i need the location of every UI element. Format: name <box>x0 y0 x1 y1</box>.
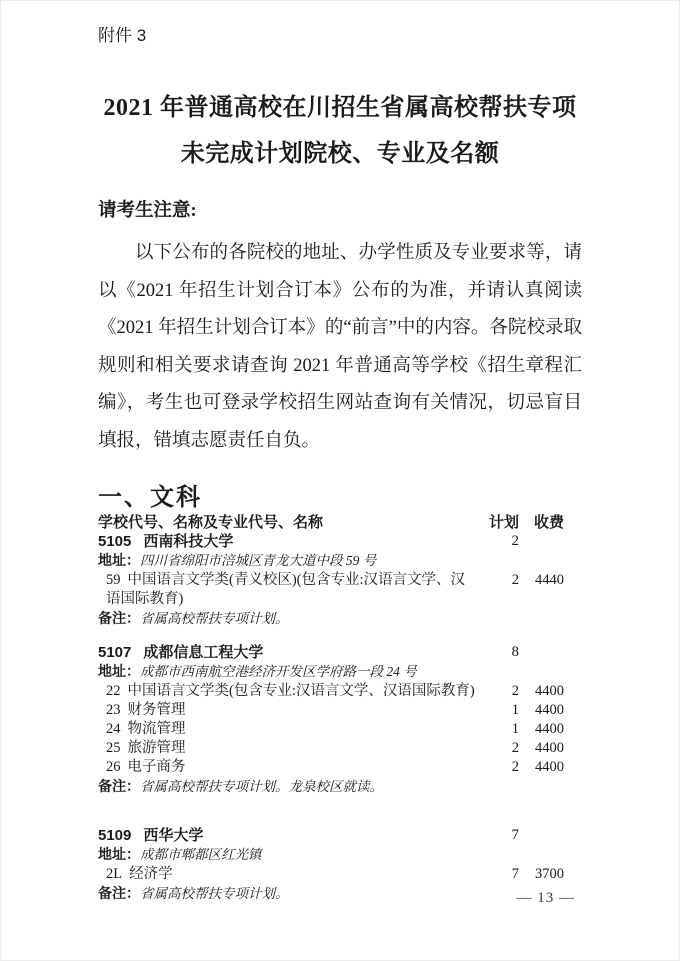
note-cell <box>98 777 564 797</box>
address-value: 成都市郫都区红光镇 <box>140 847 262 862</box>
major-name-cell <box>98 682 475 701</box>
note-row <box>98 777 564 797</box>
school-name-cell <box>98 532 475 551</box>
major-fee: 4440 <box>535 572 564 588</box>
major-row <box>98 701 564 720</box>
address-row <box>98 662 564 682</box>
major-plan: 2 <box>511 740 519 756</box>
major-name: 中国语言文学类(青义校区)(包含专业:汉语言文学、汉语国际教育) <box>106 572 466 607</box>
note-value: 省属高校帮扶专项计划。 <box>140 886 289 901</box>
note-cell <box>98 884 564 904</box>
major-code: 2L <box>106 866 123 882</box>
school-code: 5107 <box>98 644 132 661</box>
address-row <box>98 551 564 571</box>
school-name: 西南科技大学 <box>143 533 234 550</box>
major-row <box>98 720 564 739</box>
plan-table <box>98 513 564 904</box>
address-cell <box>98 662 564 682</box>
major-row <box>98 758 564 777</box>
major-plan: 2 <box>511 572 519 588</box>
major-plan: 7 <box>511 866 519 882</box>
school-fee <box>519 532 564 551</box>
major-plan: 1 <box>511 721 519 737</box>
major-name: 财务管理 <box>127 702 186 718</box>
major-name: 旅游管理 <box>127 740 186 756</box>
major-fee: 4400 <box>535 740 564 756</box>
school-code: 5105 <box>98 533 132 550</box>
school-code: 5109 <box>98 827 132 844</box>
school-row <box>98 643 564 662</box>
major-name-cell <box>98 865 475 884</box>
school-plan: 7 <box>511 827 519 843</box>
note-label: 备注： <box>98 887 140 902</box>
col-header-name: 学校代号、名称及专业代号、名称 <box>98 514 324 531</box>
major-row <box>98 571 564 609</box>
major-name-cell <box>98 720 475 739</box>
school-plan: 2 <box>511 533 519 549</box>
major-row <box>98 865 564 884</box>
major-fee: 4400 <box>535 683 564 699</box>
page-number: — 13 — <box>516 890 575 906</box>
school-name: 成都信息工程大学 <box>143 644 264 661</box>
notice-body: 以下公布的各院校的地址、办学性质及专业要求等，请以《2021 年招生计划合订本》公布的为准，并请认真阅读《2021 年招生计划合订本》的“前言”中的内容。各院校录取规则和相关要求请查询 2021 年普通高等学校《招生章程汇编》，考生也可登录学校招生网站查询有关情况，切忌盲目填报，错填志愿责任自负。 <box>98 243 582 451</box>
major-fee: 4400 <box>535 721 564 737</box>
major-code: 24 <box>106 721 121 737</box>
major-fee: 3700 <box>535 866 564 882</box>
major-name-cell <box>98 739 475 758</box>
major-row <box>98 682 564 701</box>
major-name: 中国语言文学类(包含专业:汉语言文学、汉语国际教育) <box>127 683 475 699</box>
major-plan: 1 <box>511 702 519 718</box>
attachment-label: 附件 3 <box>98 26 147 45</box>
major-plan: 2 <box>511 683 519 699</box>
note-value: 省属高校帮扶专项计划。 <box>140 611 289 626</box>
col-header-plan: 计划 <box>488 514 519 531</box>
document-title <box>98 85 582 177</box>
school-row <box>98 532 564 551</box>
note-value: 省属高校帮扶专项计划。龙泉校区就读。 <box>140 779 383 794</box>
major-code: 59 <box>106 572 121 588</box>
school-group-5105 <box>98 532 564 629</box>
note-label: 备注： <box>98 612 140 627</box>
major-name-cell <box>98 758 475 777</box>
school-fee <box>519 826 564 845</box>
notice-heading: 请考生注意: <box>98 201 197 221</box>
school-group-5107 <box>98 643 564 797</box>
major-code: 22 <box>106 683 121 699</box>
table-header-row <box>98 513 564 532</box>
address-label: 地址： <box>98 554 140 569</box>
address-row <box>98 845 564 865</box>
major-name-cell <box>98 701 475 720</box>
section-heading: 一、文科 <box>98 484 202 511</box>
major-fee: 4400 <box>535 759 564 775</box>
major-code: 26 <box>106 759 121 775</box>
title-line-2: 未完成计划院校、专业及名额 <box>180 141 500 167</box>
school-name-cell <box>98 826 475 845</box>
address-cell <box>98 845 564 865</box>
address-value: 成都市西南航空港经济开发区学府路一段 24 号 <box>140 664 417 679</box>
major-code: 23 <box>106 702 121 718</box>
note-row <box>98 609 564 629</box>
major-name-cell <box>98 571 475 609</box>
major-fee: 4400 <box>535 702 564 718</box>
school-name-cell <box>98 643 475 662</box>
major-row <box>98 739 564 758</box>
note-cell <box>98 609 564 629</box>
school-name: 西华大学 <box>143 827 204 844</box>
address-label: 地址： <box>98 848 140 863</box>
address-cell <box>98 551 564 571</box>
col-header-fee: 收费 <box>533 514 564 531</box>
school-fee <box>519 643 564 662</box>
major-name: 电子商务 <box>127 759 186 775</box>
school-row <box>98 826 564 845</box>
major-code: 25 <box>106 740 121 756</box>
note-row <box>98 884 564 904</box>
school-plan: 8 <box>511 644 519 660</box>
address-label: 地址： <box>98 665 140 680</box>
title-line-1: 2021 年普通高校在川招生省属高校帮扶专项 <box>103 95 577 121</box>
note-label: 备注： <box>98 780 140 795</box>
major-name: 物流管理 <box>127 721 186 737</box>
major-plan: 2 <box>511 759 519 775</box>
address-value: 四川省绵阳市涪城区青龙大道中段 59 号 <box>140 553 377 568</box>
major-name: 经济学 <box>129 866 173 882</box>
school-group-5109 <box>98 826 564 904</box>
